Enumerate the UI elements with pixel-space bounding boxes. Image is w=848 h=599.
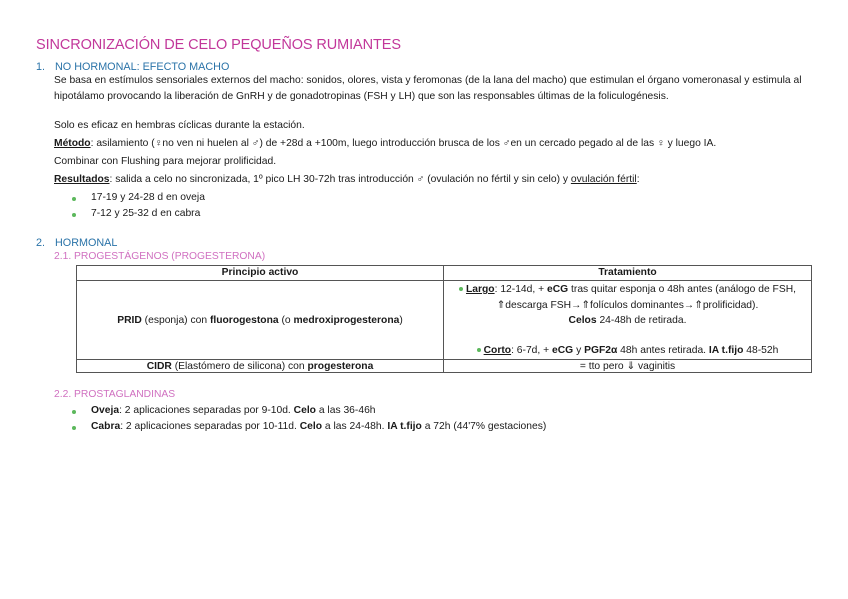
cabra-label: Cabra — [91, 421, 121, 432]
prost-text: a 72h (44'7% gestaciones) — [421, 421, 547, 432]
table-row — [77, 281, 812, 360]
table-header-principio: Principio activo — [77, 266, 444, 281]
medroxiprogesterona: medroxiprogesterona — [293, 314, 400, 326]
prid-cell — [77, 281, 444, 360]
celo-label: Celo — [299, 421, 323, 432]
corto-part: : 6-7d, + — [511, 344, 553, 356]
prost-text: : 2 aplicaciones separadas por 10-11d. — [120, 421, 300, 432]
bullet-icon — [72, 197, 76, 201]
metodo-text: : asilamiento (♀no ven ni huelen al ♂) de +28d a +100m, luego introducción brusca de los ♂en un cercado pegado al de las ♀ y luego IA. — [90, 138, 717, 149]
list-item — [73, 421, 546, 432]
corto-part: 48-52h — [743, 344, 779, 356]
section-1-number: 1. — [36, 61, 46, 73]
bullet-icon — [72, 426, 76, 430]
prost-text: a las 24-48h. — [322, 421, 388, 432]
celos-part: 24-48h de retirada. — [596, 315, 687, 327]
progestagenos-table — [76, 265, 812, 373]
corto-text — [450, 343, 805, 359]
cidr-cell — [77, 360, 444, 373]
cidr-treatment-cell: = tto pero ⇓ vaginitis — [444, 360, 812, 373]
largo-label: Largo — [465, 284, 495, 295]
bullet-icon — [72, 410, 76, 414]
bullet-text — [91, 405, 376, 416]
largo-text — [450, 282, 805, 313]
list-item — [73, 405, 376, 416]
ia-tfijo: IA t.fijo — [708, 344, 744, 356]
bullet-text: 17-19 y 24-28 d en oveja — [91, 192, 205, 203]
section-1-title: NO HORMONAL: EFECTO MACHO — [55, 61, 230, 73]
bullet-text — [91, 421, 546, 432]
prid-text: (esponja) con — [141, 314, 210, 326]
cidr-text: (Elastómero de silicona) con — [171, 360, 308, 372]
prid-text: (o — [278, 314, 294, 326]
prost-text: : 2 aplicaciones separadas por 9-10d. — [119, 405, 294, 416]
spacer — [450, 329, 805, 343]
celos-label: Celos — [568, 315, 597, 327]
metodo-label: Método — [54, 138, 91, 149]
section-1-paragraph: Se basa en estímulos sensoriales externos del macho: sonidos, olores, vista y feromonas (de la lana del macho) que estimulan el órgano vomeronasal y estimula al hipotálamo provocando la liberación de GnRH y de gonadotropinas (FSH y LH) que son las responsables últimas de la foliculogénesis. — [54, 75, 802, 103]
section-1-heading — [36, 61, 229, 73]
bullet-icon — [459, 287, 463, 291]
subsection-progestagenos: 2.1. PROGESTÁGENOS (PROGESTERONA) — [54, 251, 266, 262]
table-row — [77, 360, 812, 373]
corto-part: 48h antes retirada. — [617, 344, 709, 356]
resultados-label: Resultados — [54, 174, 110, 185]
fluorogestona: fluorogestona — [209, 314, 279, 326]
corto-label: Corto — [483, 344, 512, 356]
largo-part: : 12-14d, + — [494, 284, 547, 295]
cidr-label: CIDR — [146, 360, 172, 372]
table-header-tratamiento: Tratamiento — [444, 266, 812, 281]
ovulacion-fertil: ovulación fértil — [570, 174, 637, 185]
section-1-efficacy: Solo es eficaz en hembras cíclicas durante la estación. — [54, 120, 305, 131]
oveja-label: Oveja — [91, 405, 120, 416]
celo-label: Celo — [293, 405, 316, 416]
corto-part: y — [573, 344, 585, 356]
prid-treatment-cell — [444, 281, 812, 360]
section-2-number: 2. — [36, 237, 46, 249]
table-header-row — [77, 266, 812, 281]
section-2-heading — [36, 237, 117, 249]
progesterona: progesterona — [307, 360, 374, 372]
list-item — [73, 208, 200, 219]
page-title: SINCRONIZACIÓN DE CELO PEQUEÑOS RUMIANTES — [36, 37, 401, 53]
bullet-text: 7-12 y 25-32 d en cabra — [91, 208, 201, 219]
flushing-line: Combinar con Flushing para mejorar prolificidad. — [54, 156, 277, 167]
ecg: eCG — [546, 284, 569, 295]
section-2-title: HORMONAL — [55, 237, 118, 249]
pgf2a: PGF2α — [584, 344, 618, 356]
bullet-icon — [477, 348, 481, 352]
metodo-line — [54, 138, 716, 149]
bullet-icon — [72, 213, 76, 217]
resultados-line — [54, 174, 640, 185]
prid-text: ) — [399, 314, 403, 326]
largo-part: tras quitar esponja o 48h antes (análogo de FSH, ⇑descarga FSH→⇑folículos dominantes→⇑prolificidad). — [496, 284, 796, 311]
celos-text — [450, 313, 805, 329]
ia-tfijo: IA t.fijo — [387, 421, 422, 432]
resultados-text: : salida a celo no sincronizada, 1º pico LH 30-72h tras introducción ♂ (ovulación no fértil y sin celo) y — [109, 174, 571, 185]
resultados-end: : — [636, 174, 640, 185]
subsection-prostaglandinas: 2.2. PROSTAGLANDINAS — [54, 389, 176, 400]
prid-label: PRID — [117, 314, 142, 326]
prost-text: a las 36-46h — [315, 405, 376, 416]
list-item — [73, 192, 205, 203]
ecg: eCG — [552, 344, 574, 356]
